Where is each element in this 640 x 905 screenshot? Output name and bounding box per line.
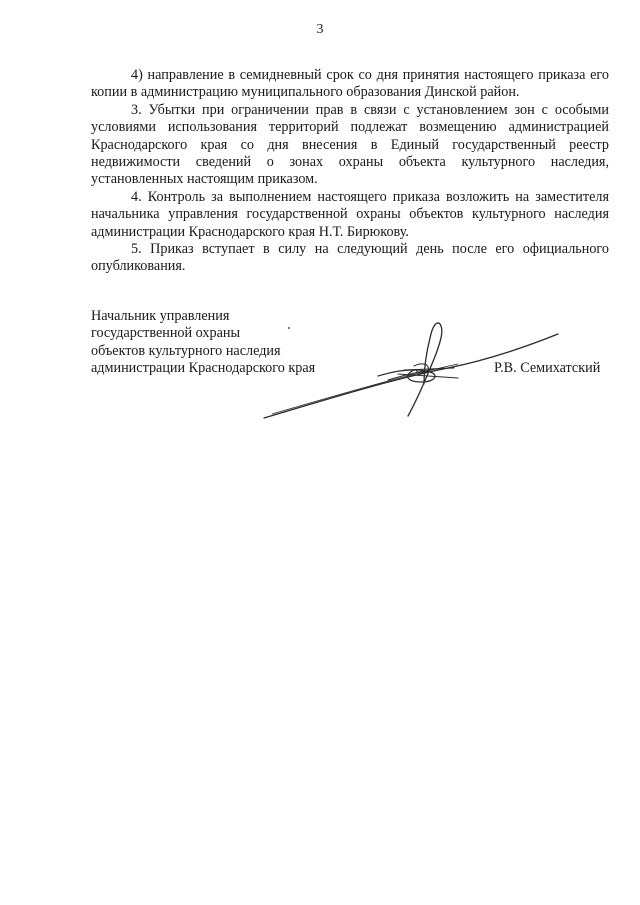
paragraph-3-damages: 3. Убытки при ограничении прав в связи с установлением зон с особыми условиями использования территорий подлежат возмещению администрацией Краснодарского края со дня внесения в Единый государственный реестр недвижимости сведений о зонах охраны объекта культурного наследия, установленных настоящим приказом. — [91, 101, 609, 188]
paragraph-5-effective-date: 5. Приказ вступает в силу на следующий день после его официального опубликования. — [91, 241, 609, 275]
document-body — [91, 67, 609, 276]
position-line: государственной охраны — [91, 325, 241, 342]
position-line: объектов культурного наследия — [91, 342, 281, 359]
position-line: Начальник управления — [91, 308, 230, 324]
paragraph-item-4: 4) направление в семидневный срок со дня принятия настоящего приказа его копии в администрацию муниципального образования Динской район. — [91, 67, 609, 101]
position-line: администрации Краснодарского края — [91, 360, 316, 377]
signer-name: Р.В. Семихатский — [494, 360, 601, 376]
page-number: 3 — [316, 22, 324, 37]
paragraph-4-control: 4. Контроль за выполнением настоящего приказа возложить на заместителя начальника управления государственной охраны объектов культурного наследия администрации Краснодарского края Н.Т. Бирюкову. — [91, 188, 609, 240]
